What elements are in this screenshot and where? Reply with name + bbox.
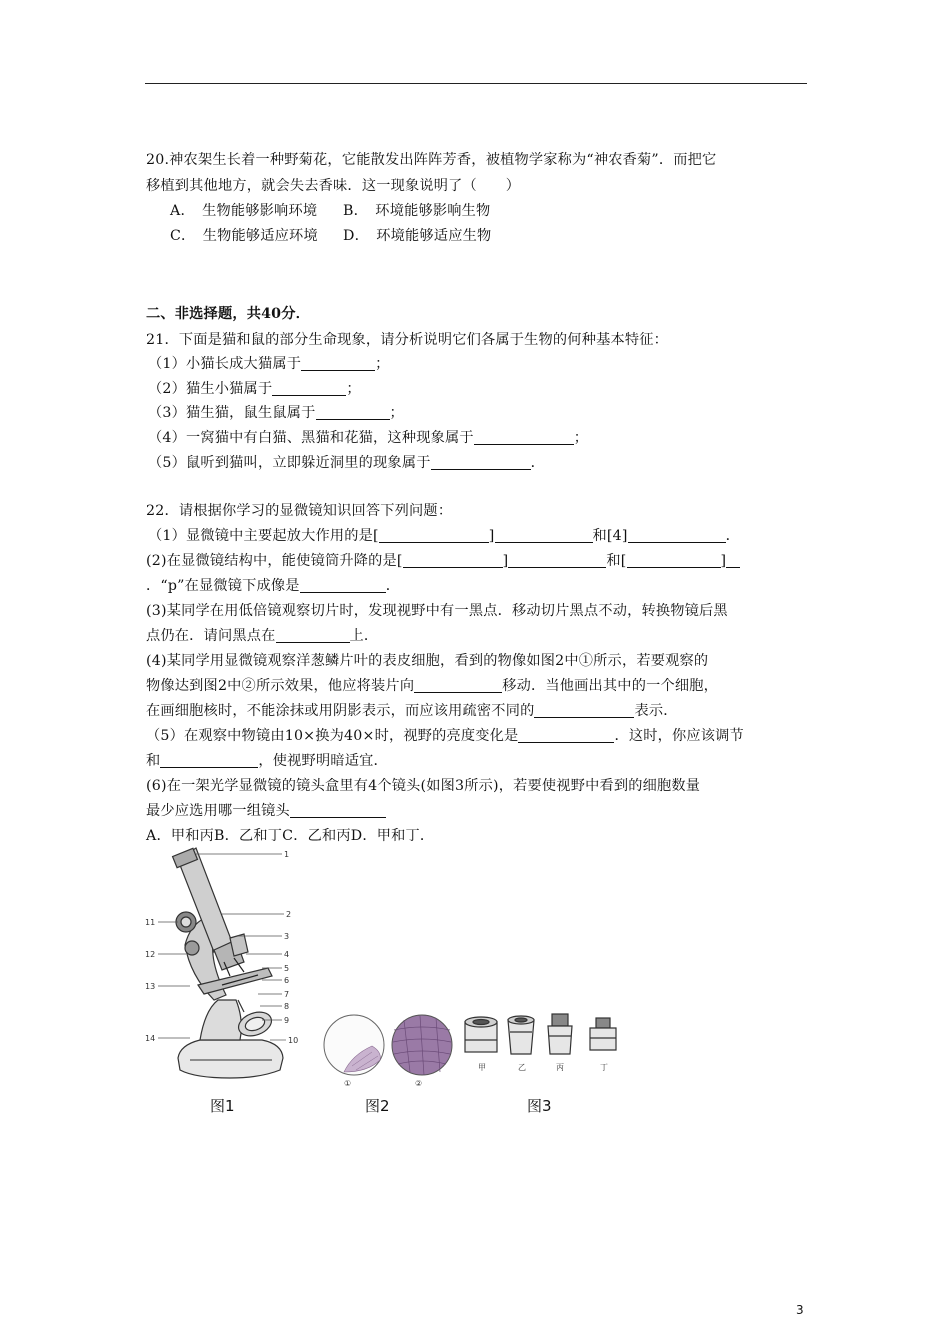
answer-blank[interactable] [316,405,390,420]
page-number: 3 [796,1303,804,1317]
answer-blank[interactable] [276,628,350,643]
q21-stem: 21．下面是猫和鼠的部分生命现象，请分析说明它们各属于生物的何种基本特征： [146,332,669,348]
answer-blank[interactable] [414,678,502,693]
answer-blank[interactable] [474,430,574,445]
q22-part2-line2: ．“p”在显微镜下成像是 ． [146,578,401,594]
label-1: 1 [284,850,290,859]
q22-part5-line1: （5）在观察中物镜由10×换为40×时，视野的亮度变化是 ．这时，你应该调节 [146,728,744,744]
answer-blank[interactable] [628,528,726,543]
lens-label-bing: 丙 [556,1063,564,1072]
answer-blank[interactable] [508,553,606,568]
microscope-part-labels [145,850,298,1045]
q21-item-2: （2）猫生小猫属于 ； [148,381,361,397]
label-2: 2 [286,910,292,919]
q22-part1: （1）显微镜中主要起放大作用的是[ ] 和[4] ． [148,528,741,544]
q21-item-3: （3）猫生猫，鼠生鼠属于 ； [148,405,404,421]
q22-stem: 22．请根据你学习的显微镜知识回答下列问题： [146,503,453,519]
lens-yi [508,1016,534,1054]
section2-title: 二、非选择题，共40分． [146,306,311,322]
q20-option-b: B． 环境能够影响生物 [343,203,491,219]
q20-option-a: A． 生物能够影响环境 [170,203,318,219]
q20-option-c: C． 生物能够适应环境 [170,228,318,244]
label-4: 4 [284,950,290,959]
answer-blank[interactable] [627,553,721,568]
q20-line2: 移植到其他地方，就会失去香味．这一现象说明了（ ） [146,178,521,194]
figure-1-caption: 图1 [210,1097,235,1115]
lens-label-ding: 丁 [600,1063,608,1072]
q22-part6-options: A．甲和丙B．乙和丁C．乙和丙D．甲和丁． [146,828,435,844]
label-12: 12 [145,950,156,959]
label-10: 10 [288,1036,299,1045]
q22-part6-line1: (6)在一架光学显微镜的镜头盒里有4个镜头(如图3所示)，若要使视野中看到的细胞数量 [146,778,701,794]
q20-option-d: D． 环境能够适应生物 [343,228,492,244]
lens-label-yi: 乙 [518,1063,526,1072]
answer-blank[interactable] [403,553,503,568]
lens-ding [590,1018,616,1050]
q22-part5-line2: 和 ，使视野明暗适宜． [146,753,388,769]
label-7: 7 [284,990,290,999]
header-rule [145,83,807,84]
label-11: 11 [145,918,156,927]
answer-blank[interactable] [726,553,740,568]
label-5: 5 [284,964,290,973]
q21-item-1: （1）小猫长成大猫属于 ； [148,356,390,372]
label-14: 14 [145,1034,156,1043]
answer-blank[interactable] [290,803,386,818]
field-of-view-2 [392,1015,452,1088]
q21-item-4: （4）一窝猫中有白猫、黑猫和花猫，这种现象属于 ； [148,430,589,446]
answer-blank[interactable] [431,455,531,470]
lens-bing [548,1014,572,1054]
q22-part3-line2: 点仍在．请问黑点在 上． [146,628,379,644]
microscope-figure [158,848,286,1078]
answer-blank[interactable] [495,528,593,543]
q21-item-5: （5）鼠听到猫叫，立即躲近洞里的现象属于 ． [148,455,545,471]
answer-blank[interactable] [300,578,386,593]
lens-jia [465,1017,497,1052]
q22-part4-line1: (4)某同学用显微镜观察洋葱鳞片叶的表皮细胞，看到的物像如图2中①所示，若要观察的 [146,653,709,669]
answer-blank[interactable] [379,528,489,543]
q22-part2-line1: (2)在显微镜结构中，能使镜筒升降的是[ ] 和[ ] [146,551,740,571]
q22-part6-line2: 最少应选用哪一组镜头 [146,801,386,821]
fig2-mark-2: ② [415,1079,423,1088]
q22-part4-line2: 物像达到图2中②所示效果，他应将装片向 移动．当他画出其中的一个细胞， [146,678,719,694]
lens-label-jia: 甲 [478,1063,486,1072]
q22-part3-line1: (3)某同学在用低倍镜观察切片时，发现视野中有一黑点．移动切片黑点不动，转换物镜后黑 [146,603,728,619]
label-13: 13 [145,982,156,991]
answer-blank[interactable] [534,703,634,718]
figure-3-caption: 图3 [527,1097,552,1115]
figure-2-caption: 图2 [365,1097,390,1115]
q20-line1: 20.神农架生长着一种野菊花，它能散发出阵阵芳香，被植物学家称为“神农香菊”．而把它 [146,152,717,168]
label-8: 8 [284,1002,290,1011]
label-3: 3 [284,932,290,941]
q22-part4-line3: 在画细胞核时，不能涂抹或用阴影表示，而应该用疏密不同的 表示． [146,703,678,719]
label-6: 6 [284,976,290,985]
answer-blank[interactable] [518,728,614,743]
answer-blank[interactable] [272,381,346,396]
answer-blank[interactable] [160,753,258,768]
field-of-view-1 [324,1015,384,1088]
label-9: 9 [284,1016,290,1025]
answer-blank[interactable] [301,356,375,371]
fig2-mark-1: ① [344,1079,352,1088]
